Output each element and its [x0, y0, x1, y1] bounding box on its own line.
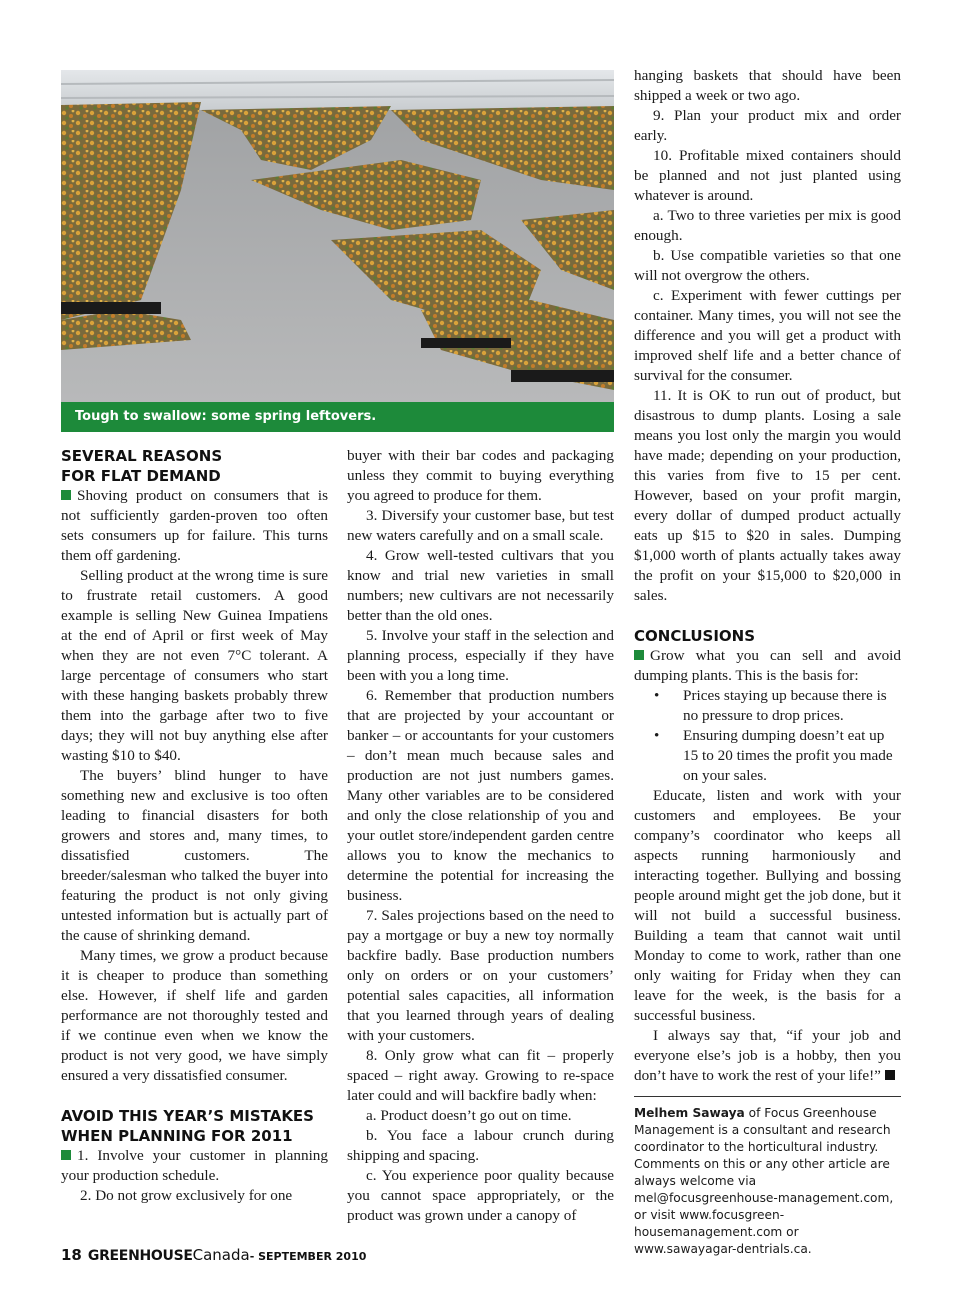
- section-heading-flat-demand: [61, 446, 328, 486]
- paragraph: Educate, listen and work with your customers and employees. Be your company’s coordinator who keeps all aspects running harmoniously and interacting together. Bullying and bossing people around might get the job done, but it will not build a successful business. Building a team that cannot wait until Monday to come to work, rather than one only waiting for Friday when they can leave for the week, is the basis for a successful business.: [634, 787, 901, 1024]
- photo-caption: Tough to swallow: some spring leftovers.: [61, 402, 614, 432]
- paragraph: 3. Diversify your customer base, but test new waters carefully and on a small scale.: [347, 507, 614, 544]
- paragraph: 9. Plan your product mix and order early.: [634, 107, 901, 144]
- author-name: Melhem Sawaya: [634, 1106, 745, 1120]
- paragraph: 6. Remember that production numbers that are projected by your accountant or banker – or accountants for your customers – don’t mean much because sales and production are not just numbers games. Many other variables are to be considered and only the close relationship of you and your outlet store/independent garden centre allows you to know the mechanics to determine the potential for increasing the business.: [347, 687, 614, 904]
- paragraph: 8. Only grow what can fit – properly spaced – right away. Growing to re-space later could and will backfire badly when:: [347, 1047, 614, 1104]
- paragraph: buyer with their bar codes and packaging unless they commit to buying everything you agreed to produce for them.: [347, 447, 614, 504]
- paragraph: [634, 1026, 901, 1086]
- bullet-item: [634, 686, 901, 726]
- paragraph: 5. Involve your staff in the selection and planning process, especially if they have been with you a long time.: [347, 627, 614, 684]
- bullet-icon: •: [654, 687, 660, 704]
- heading-line: AVOID THIS YEAR’S MISTAKES: [61, 1107, 314, 1125]
- paragraph: b. You face a labour crunch during shipping and spacing.: [347, 1127, 614, 1164]
- paragraph: a. Two to three varieties per mix is good enough.: [634, 207, 901, 244]
- paragraph-text: 1. Involve your customer in planning your production schedule.: [61, 1147, 328, 1184]
- heading-line: WHEN PLANNING FOR 2011: [61, 1127, 293, 1145]
- column-1: [61, 446, 328, 1206]
- paragraph: a. Product doesn’t go out on time.: [366, 1107, 572, 1124]
- paragraph: 2. Do not grow exclusively for one: [80, 1187, 293, 1204]
- section-marker-icon: [61, 1150, 71, 1160]
- magazine-name-suffix: Canada: [192, 1246, 250, 1264]
- bullet-icon: •: [654, 727, 660, 744]
- paragraph: [634, 646, 901, 686]
- column-3: [634, 66, 901, 1258]
- paragraph: c. Experiment with fewer cuttings per container. Many times, you will not see the difference and you will get a product with improved shelf life and a better chance of survival for the consumer.: [634, 287, 901, 384]
- paragraph: Many times, we grow a product because it is cheaper to produce than something else. However, if shelf life and garden performance are not thoroughly tested and if we continue even when we know the product is not very good, we have simply ensured a very dissatisfied consumer.: [61, 947, 328, 1084]
- paragraph: 10. Profitable mixed containers should be planned and not just planted using whatever is around.: [634, 147, 901, 204]
- page-number: 18: [61, 1246, 82, 1264]
- end-mark-icon: [885, 1070, 895, 1080]
- issue-date: - SEPTEMBER 2010: [249, 1250, 367, 1263]
- bullet-text: Ensuring dumping doesn’t eat up 15 to 20 times the profit you made on your sales.: [683, 727, 893, 784]
- section-marker-icon: [61, 490, 71, 500]
- divider: [634, 1096, 901, 1097]
- section-marker-icon: [634, 650, 644, 660]
- paragraph: hanging baskets that should have been shipped a week or two ago.: [634, 67, 901, 104]
- section-heading-conclusions: CONCLUSIONS: [634, 627, 756, 645]
- paragraph-text: Grow what you can sell and avoid dumping plants. This is the basis for:: [634, 647, 901, 684]
- paragraph: b. Use compatible varieties so that one will not overgrow the others.: [634, 247, 901, 284]
- paragraph: 11. It is OK to run out of product, but disastrous to dump plants. Losing a sale means you lost only the margin you would have made; depending on your production, this varies from five to 15 per cent. However, based on your profit margin, every dollar of dumped product actually eats up $15 to $20 in sales. Dumping $1,000 worth of plants actually takes away the profit on your $15,000 to $20,000 in sales.: [634, 387, 901, 604]
- paragraph: 4. Grow well-tested cultivars that you know and trial new varieties in small numbers; new cultivars are not necessarily better than the old ones.: [347, 547, 614, 624]
- paragraph: Selling product at the wrong time is sure to frustrate retail customers. A good example is selling New Guinea Impatiens at the end of April or first week of May when they are not even 7°C tolerant. A large percentage of consumers who start with these hanging baskets probably threw them into the garbage after two to five days; they will not buy anything else after wasting $10 to $40.: [61, 567, 328, 764]
- bullet-item: [634, 726, 901, 786]
- article-photo: [61, 70, 614, 432]
- heading-line: FOR FLAT DEMAND: [61, 467, 221, 485]
- section-heading-mistakes: [61, 1106, 328, 1146]
- author-bio: [634, 1105, 901, 1258]
- paragraph: The buyers’ blind hunger to have something new and exclusive is too often leading to financial disasters for both growers and stores and, many times, to dissatisfied customers. The breeder/salesman who talked the buyer into featuring the product is not only giving untested information but is actually part of the cause of shrinking demand.: [61, 767, 328, 944]
- author-bio-text: of Focus Greenhouse Management is a consultant and research coordinator to the horticultural industry. Comments on this or any other article are always welcome via mel@focusgreenhouse-management.com, or visit www.focusgreen-housemanagement.com or www.sawayagar-dentrials.ca.: [634, 1106, 894, 1256]
- magazine-name: GREENHOUSE: [87, 1248, 193, 1264]
- paragraph: 7. Sales projections based on the need to pay a mortgage or buy a new toy normally backfire badly. Base production numbers only on orders or on your customers’ potential sales capacities, all information that you learned through years of dealing with your customers.: [347, 907, 614, 1044]
- paragraph-text: I always say that, “if your job and everyone else’s job is a hobby, then you don’t have to work the rest of your life!”: [634, 1027, 901, 1084]
- paragraph-text: Shoving product on consumers that is not sufficiently garden-proven too often sets consumers up for failure. This turns them off gardening.: [61, 487, 328, 564]
- heading-line: SEVERAL REASONS: [61, 447, 223, 465]
- column-2: [347, 446, 614, 1226]
- greenhouse-photo: [61, 70, 614, 402]
- paragraph: [61, 1146, 328, 1186]
- page-footer: [61, 1246, 366, 1264]
- paragraph: c. You experience poor quality because you cannot space appropriately, or the product was grown under a canopy of: [347, 1167, 614, 1224]
- paragraph: [61, 486, 328, 566]
- bullet-text: Prices staying up because there is no pressure to drop prices.: [683, 687, 887, 724]
